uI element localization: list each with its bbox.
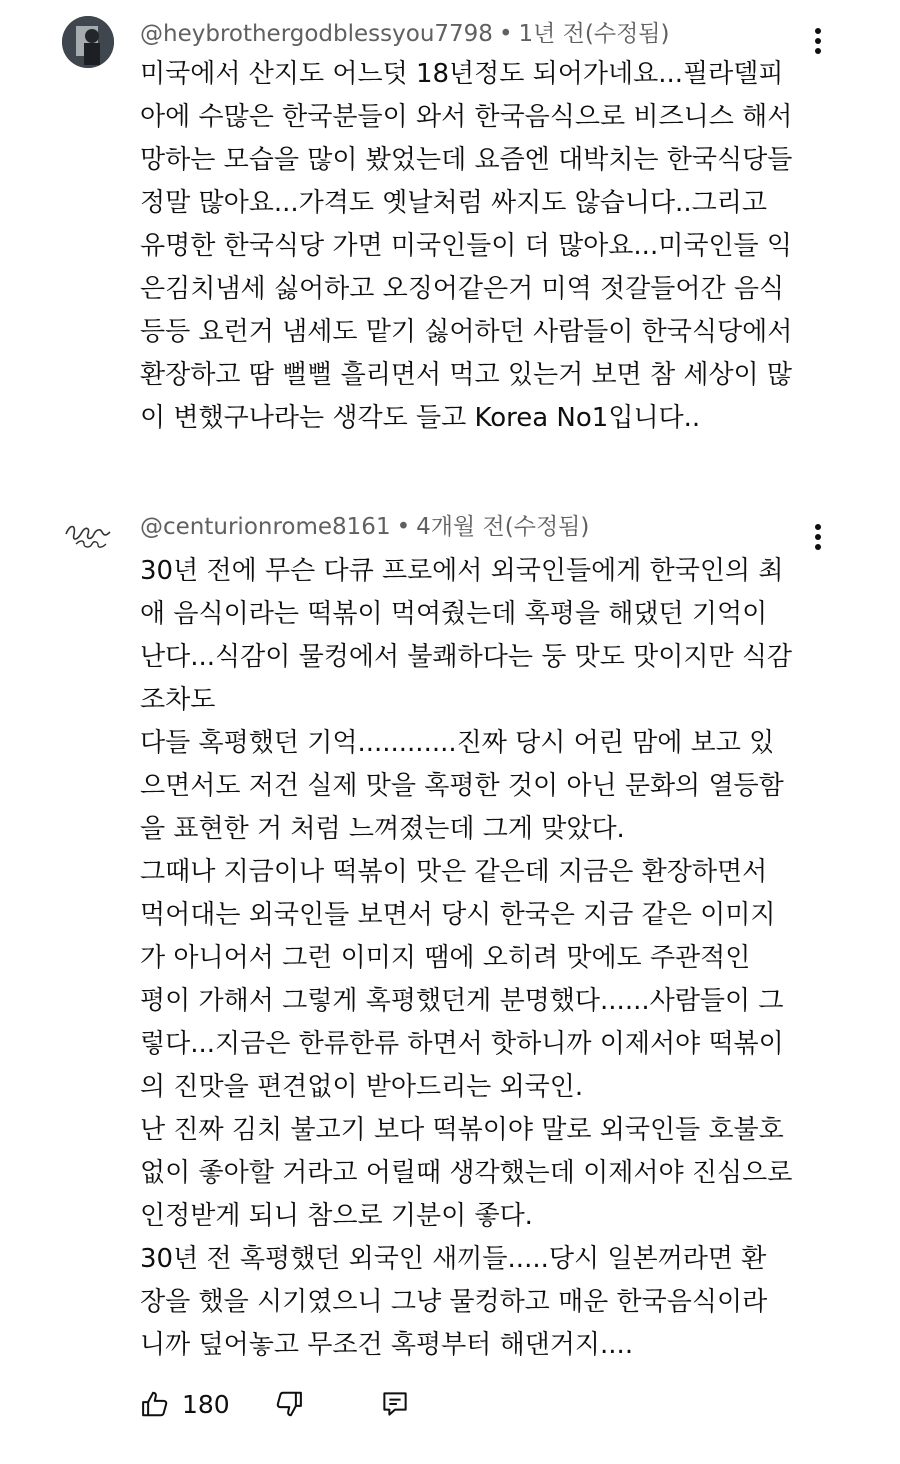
reply-icon[interactable] [380, 1389, 410, 1419]
header-separator: • [498, 21, 513, 47]
comment-header [140, 509, 589, 545]
comment-line: 은김치냄세 싫어하고 오징어같은거 미역 젓갈들어간 음식 [140, 274, 785, 304]
comment-line: 아에 수많은 한국분들이 와서 한국음식으로 비즈니스 해서 [140, 102, 793, 132]
comment-header [140, 16, 670, 52]
comment-line: 환장하고 땀 뻘뻘 흘리면서 먹고 있는거 보면 참 세상이 많 [140, 360, 793, 390]
comment-line: 렇다...지금은 한류한류 하면서 핫하니까 이제서야 떡볶이 [140, 1029, 784, 1059]
comment-line: 그때나 지금이나 떡볶이 맛은 같은데 지금은 환장하면서 [140, 857, 768, 887]
comment-text [140, 53, 840, 440]
comment-line: 난 진짜 김치 불고기 보다 떡볶이야 말로 외국인들 호불호 [140, 1115, 784, 1145]
avatar[interactable] [62, 16, 114, 68]
comment-line: 니까 덮어놓고 무조건 혹평부터 해댄거지.... [140, 1330, 634, 1360]
comment-line: 먹어대는 외국인들 보면서 당시 한국은 지금 같은 이미지 [140, 900, 776, 930]
comment-line: 미국에서 산지도 어느덧 18년정도 되어가네요...필라델피 [140, 59, 784, 89]
comment-time[interactable]: 4개월 전(수정됨) [416, 514, 590, 540]
avatar[interactable] [62, 510, 114, 562]
like-icon[interactable] [140, 1389, 170, 1419]
comment-text [140, 550, 840, 1367]
comment-line: 인정받게 되니 참으로 기분이 좋다. [140, 1201, 533, 1231]
comment-line: 애 음식이라는 떡볶이 먹여줬는데 혹평을 해댔던 기억이 [140, 599, 768, 629]
comment-line: 등등 요런거 냄세도 맡기 싫어하던 사람들이 한국식당에서 [140, 317, 793, 347]
comment-actions [140, 1382, 410, 1426]
author-name[interactable]: @heybrothergodblessyou7798 [140, 21, 493, 47]
comment-line: 장을 했을 시기였으니 그냥 물컹하고 매운 한국음식이라 [140, 1287, 768, 1317]
comment-line: 이 변했구나라는 생각도 들고 Korea No1입니다.. [140, 403, 701, 433]
comment-line: 30년 전 혹평했던 외국인 새끼들.....당시 일본꺼라면 환 [140, 1244, 767, 1274]
comment-line: 없이 좋아할 거라고 어릴때 생각했는데 이제서야 진심으로 [140, 1158, 793, 1188]
comment-line: 30년 전에 무슨 다큐 프로에서 외국인들에게 한국인의 최 [140, 556, 784, 586]
avatar-photo-icon [62, 16, 114, 68]
comment-line: 평이 가해서 그렇게 혹평했던게 분명했다......사람들이 그 [140, 986, 784, 1016]
comment-line: 의 진맛을 편견없이 받아드리는 외국인. [140, 1072, 584, 1102]
comment-line: 정말 많아요...가격도 옛날처럼 싸지도 않습니다..그리고 [140, 188, 767, 218]
comment-line: 유명한 한국식당 가면 미국인들이 더 많아요...미국인들 익 [140, 231, 793, 261]
comment-line: 난다...식감이 물컹에서 불쾌하다는 둥 맛도 맛이지만 식감 [140, 642, 793, 672]
comment-line: 다들 혹평했던 기억............진짜 당시 어린 맘에 보고 있 [140, 728, 775, 758]
like-count: 180 [182, 1389, 230, 1419]
comment-line: 을 표현한 거 처럼 느껴졌는데 그게 맞았다. [140, 814, 625, 844]
comment-line: 으면서도 저건 실제 맛을 혹평한 것이 아닌 문화의 열등함 [140, 771, 784, 801]
signature-logo-icon [62, 510, 114, 562]
more-options-icon[interactable] [806, 518, 830, 554]
author-name[interactable]: @centurionrome8161 [140, 514, 391, 540]
comment-time[interactable]: 1년 전(수정됨) [518, 21, 670, 47]
comment-line: 조차도 [140, 685, 216, 715]
header-separator: • [396, 514, 411, 540]
comment-line: 망하는 모습을 많이 봤었는데 요즘엔 대박치는 한국식당들 [140, 145, 793, 175]
dislike-icon[interactable] [274, 1389, 304, 1419]
comment-line: 가 아니어서 그런 이미지 땜에 오히려 맛에도 주관적인 [140, 943, 751, 973]
